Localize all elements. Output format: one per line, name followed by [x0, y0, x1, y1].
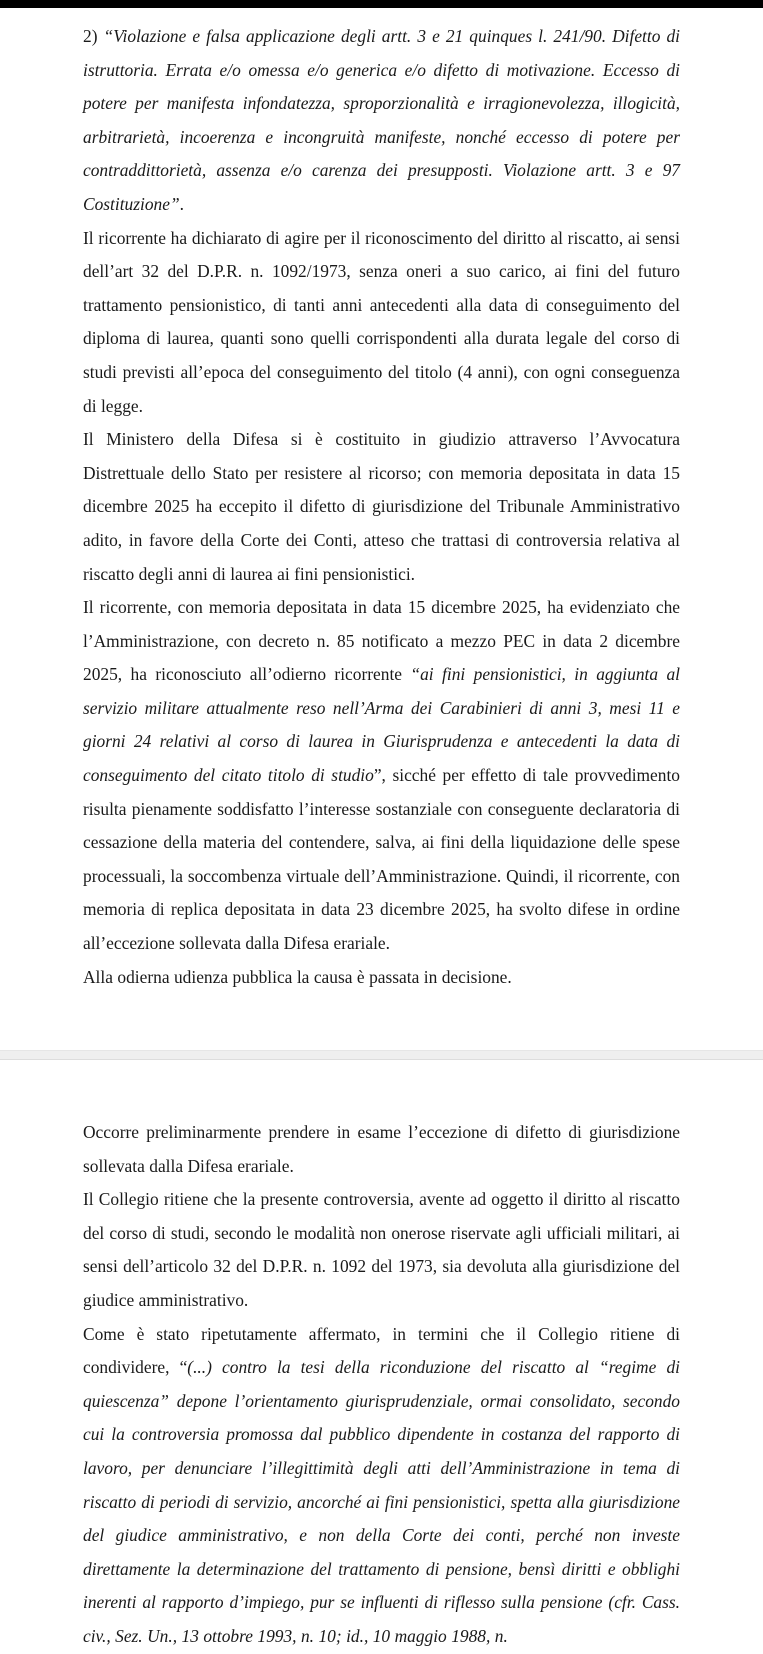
- body-text: ”, sicché per effetto di tale provvedimento risulta pienamente soddisfatto l’interesse sostanziale con conseguente declaratoria di cessazione della materia del contendere, salva, ai fini della liquidazione delle spese processuali, la soccombenza virtuale dell’Amministrazione. Quindi, il ricorrente, con memoria di replica depositata in data 23 dicembre 2025, ha svolto difese in ordine all’eccezione sollevata dalla Difesa erariale.: [83, 765, 680, 954]
- quoted-italic-text: “Violazione e falsa applicazione degli artt. 3 e 21 quinques l. 241/90. Difetto di istruttoria. Errata e/o omessa e/o generica e/o difetto di motivazione. Eccesso di potere per manifesta infondatezza, sproporzionalità e irragionevolezza, illogicità, arbitrarietà, incoerenza e incongruità manifeste, nonché eccesso di potere per contraddittorietà, assenza e/o carenza dei presupposti. Violazione artt. 3 e 97 Costituzione”: [83, 26, 680, 214]
- quoted-italic-text: (...) contro la tesi della riconduzione del riscatto al “regime di quiescenza” depone l’orientamento giurisprudenziale, ormai consolidato, secondo cui la controversia promossa dal pubblico dipendente in costanza del rapporto di lavoro, per denunciare l’illegittimità degli atti dell’Amministrazione in tema di riscatto di periodi di servizio, ancorché ai fini pensionistici, spetta alla giurisdizione del giudice amministrativo, e non della Corte dei conti, perché non investe direttamente la determinazione del trattamento di pensione, bensì diritti e obblighi inerenti al rapporto d’impiego, pur se influenti di riflesso sulla pensione (cfr. Cass. civ., Sez. Un., 13 ottobre 1993, n. 10; id., 10 maggio 1988, n.: [83, 1357, 680, 1646]
- paragraph: [83, 1116, 680, 1183]
- body-text: Occorre preliminarmente prendere in esame l’eccezione di difetto di giurisdizione sollevata dalla Difesa erariale.: [83, 1122, 680, 1176]
- body-text: 2): [83, 26, 104, 46]
- paragraph: [83, 961, 680, 995]
- document-page-1: [0, 8, 763, 1050]
- body-text: .: [179, 193, 184, 214]
- viewer-top-band: [0, 0, 763, 8]
- paragraph: [83, 423, 680, 591]
- quoted-italic-text: “ai fini pensionistici, in aggiunta al servizio militare attualmente reso nell’Arma dei Carabinieri di anni 3, mesi 11 e giorni 24 relativi al corso di laurea in Giurisprudenza e antecedenti la data di conseguimento del citato titolo di studio: [83, 664, 680, 786]
- body-text: Alla odierna udienza pubblica la causa è passata in decisione.: [83, 966, 512, 987]
- body-text: Il Ministero della Difesa si è costituito in giudizio attraverso l’Avvocatura Distrettuale dello Stato per resistere al ricorso; con memoria depositata in data 15 dicembre 2025 ha eccepito il difetto di giurisdizione del Tribunale Amministrativo adito, in favore della Corte dei Conti, atteso che trattasi di controversia relativa al riscatto degli anni di laurea ai fini pensionistici.: [83, 429, 680, 584]
- page-separator-fill: [0, 1051, 763, 1059]
- body-text: Come è stato ripetutamente affermato, in termini che il Collegio ritiene di condividere, “: [83, 1323, 680, 1378]
- document-page-2: [0, 1060, 763, 1654]
- page-2-body: [83, 1116, 680, 1654]
- page-separator: [0, 1050, 763, 1060]
- body-text: Il ricorrente ha dichiarato di agire per il riconoscimento del diritto al riscatto, ai sensi dell’art 32 del D.P.R. n. 1092/1973, senza oneri a suo carico, ai fini del futuro trattamento pensionistico, di tanti anni antecedenti alla data di conseguimento del diploma di laurea, quanti sono quelli corrispondenti alla durata legale del corso di studi previsti all’epoca del conseguimento del titolo (4 anni), con ogni conseguenza di legge.: [83, 227, 680, 416]
- body-text: Il Collegio ritiene che la presente controversia, avente ad oggetto il diritto al riscatto del corso di studi, secondo le modalità non onerose riservate agli ufficiali militari, ai sensi dell’articolo 32 del D.P.R. n. 1092 del 1973, sia devoluta alla giurisdizione del giudice amministrativo.: [83, 1189, 680, 1310]
- page-1-body: [83, 20, 680, 994]
- body-text: Il ricorrente, con memoria depositata in data 15 dicembre 2025, ha evidenziato che l’Amministrazione, con decreto n. 85 notificato a mezzo PEC in data 2 dicembre 2025, ha riconosciuto all’odierno ricorrente: [83, 597, 680, 685]
- paragraph: [83, 222, 680, 424]
- paragraph: [83, 591, 680, 961]
- paragraph: [83, 1183, 680, 1317]
- paragraph: [83, 20, 680, 222]
- paragraph: [83, 1318, 680, 1654]
